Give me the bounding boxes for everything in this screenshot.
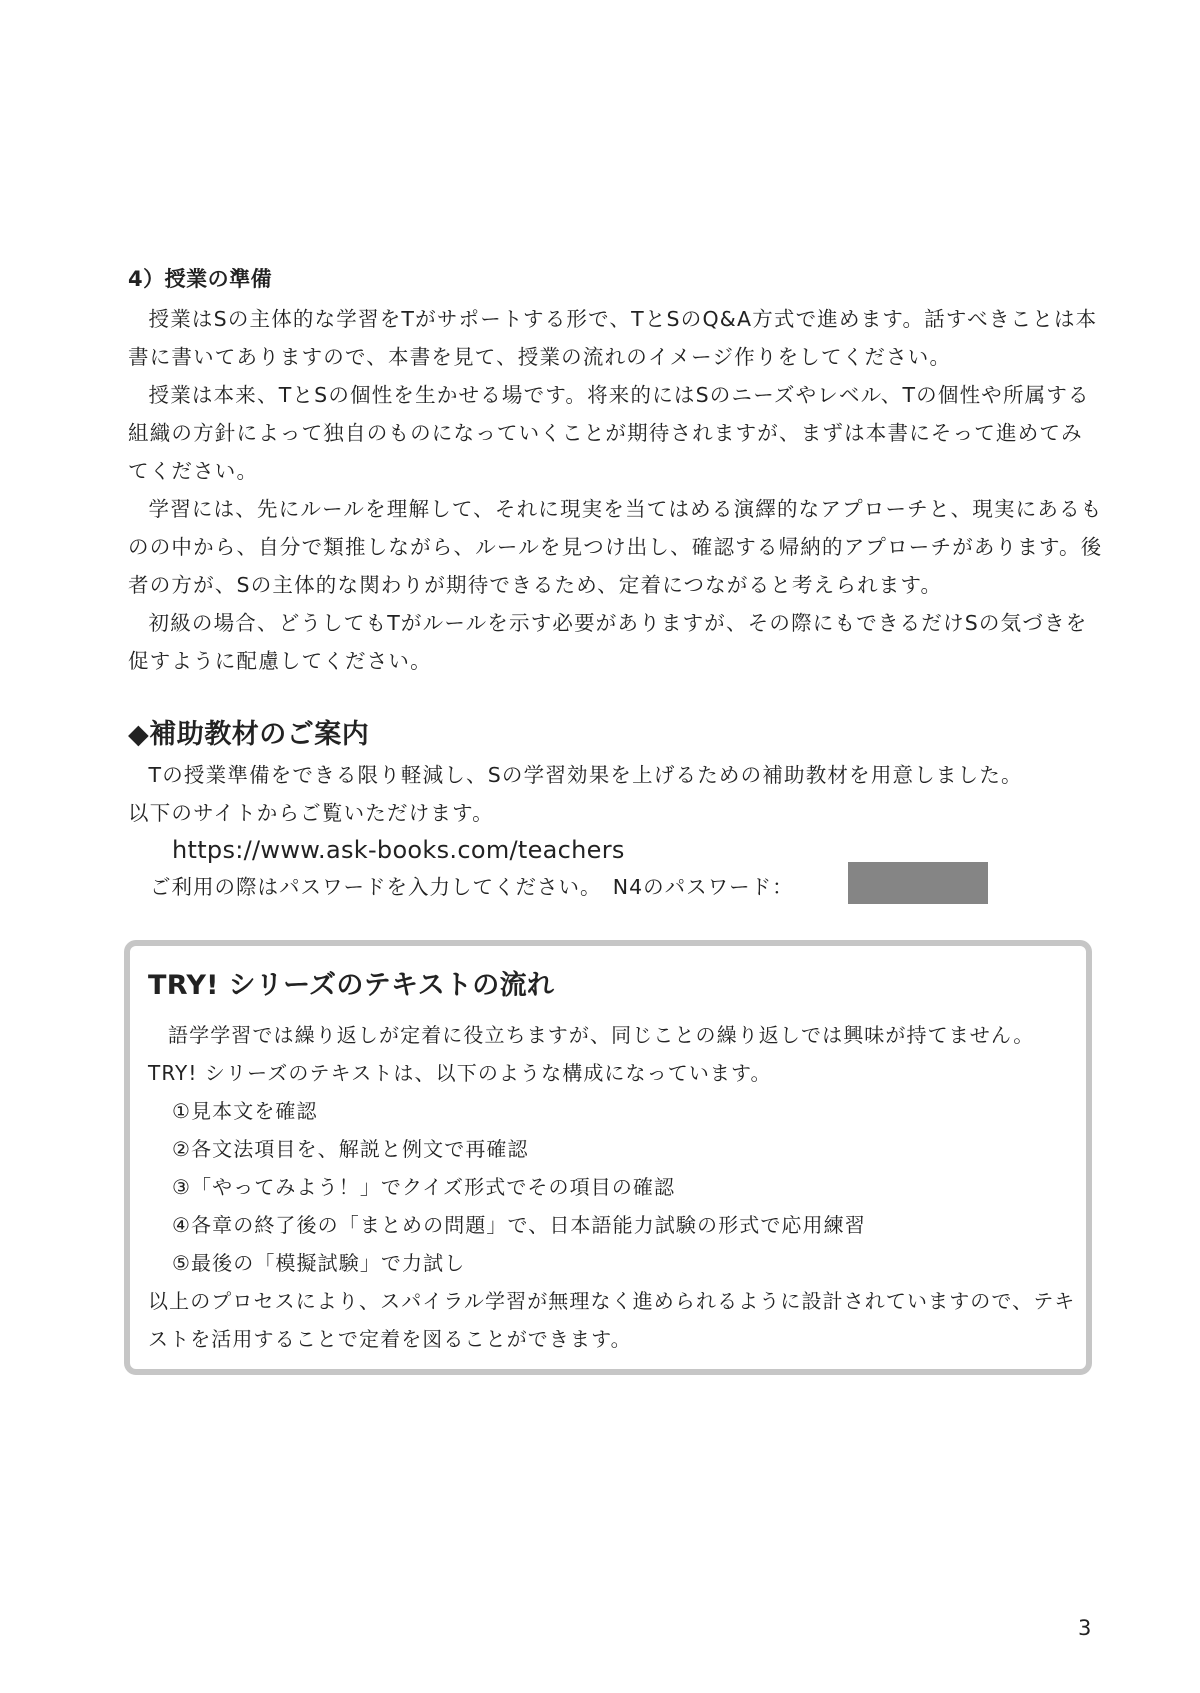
list-item: ④各章の終了後の「まとめの問題」で、日本語能力試験の形式で応用練習: [172, 1213, 866, 1237]
try-series-title: TRY! シリーズのテキストの流れ: [148, 970, 555, 1001]
materials-body: [128, 756, 1103, 832]
paragraph: 以下のサイトからご覧いただけます。: [128, 801, 494, 825]
password-redacted-box: [848, 862, 988, 904]
paragraph: 以上のプロセスにより、スパイラル学習が無理なく進められるように設計されていますので、テキストを活用することで定着を図ることができます。: [148, 1289, 1076, 1351]
try-series-steps: [172, 1092, 866, 1282]
paragraph: 語学学習では繰り返しが定着に役立ちますが、同じことの繰り返しでは興味が持てません。TRY! シリーズのテキストは、以下のような構成になっています。: [148, 1023, 1035, 1085]
paragraph: 初級の場合、どうしてもTがルールを示す必要がありますが、その際にもできるだけSの気づきを促すように配慮してください。: [128, 611, 1088, 673]
paragraph: 授業はSの主体的な学習をTがサポートする形で、TとSのQ&A方式で進めます。話すべきことは本書に書いてありますので、本書を見て、授業の流れのイメージ作りをしてください。: [128, 307, 1098, 369]
list-item: ③「やってみよう！」でクイズ形式でその項目の確認: [172, 1175, 676, 1199]
paragraph: 授業は本来、TとSの個性を生かせる場です。将来的にはSのニーズやレベル、Tの個性や所属する組織の方針によって独自のものになっていくことが期待されますが、まずは本書にそって進めてみてください。: [128, 383, 1090, 483]
paragraph: Tの授業準備をできる限り軽減し、Sの学習効果を上げるための補助教材を用意しました。: [148, 763, 1023, 787]
try-series-intro: [148, 1016, 1078, 1092]
list-item: ②各文法項目を、解説と例文で再確認: [172, 1137, 529, 1161]
paragraph: 学習には、先にルールを理解して、それに現実を当てはめる演繹的なアプローチと、現実にあるものの中から、自分で類推しながら、ルールを見つけ出し、確認する帰納的アプローチがあります。後者の方が、Sの主体的な関わりが期待できるため、定着につながると考えられます。: [128, 497, 1103, 597]
list-item: ①見本文を確認: [172, 1099, 318, 1123]
section-heading-class-preparation: 4）授業の準備: [128, 267, 273, 291]
section-body: [128, 300, 1103, 680]
list-item: ⑤最後の「模擬試験」で力試し: [172, 1251, 466, 1275]
password-note: ご利用の際はパスワードを入力してください。 N4のパスワード：: [150, 875, 794, 899]
section-heading-supplementary-materials: ◆補助教材のご案内: [128, 719, 370, 750]
try-series-outro: [148, 1282, 1078, 1358]
teachers-url-link[interactable]: https://www.ask-books.com/teachers: [172, 836, 625, 864]
page-number: 3: [1078, 1616, 1092, 1640]
